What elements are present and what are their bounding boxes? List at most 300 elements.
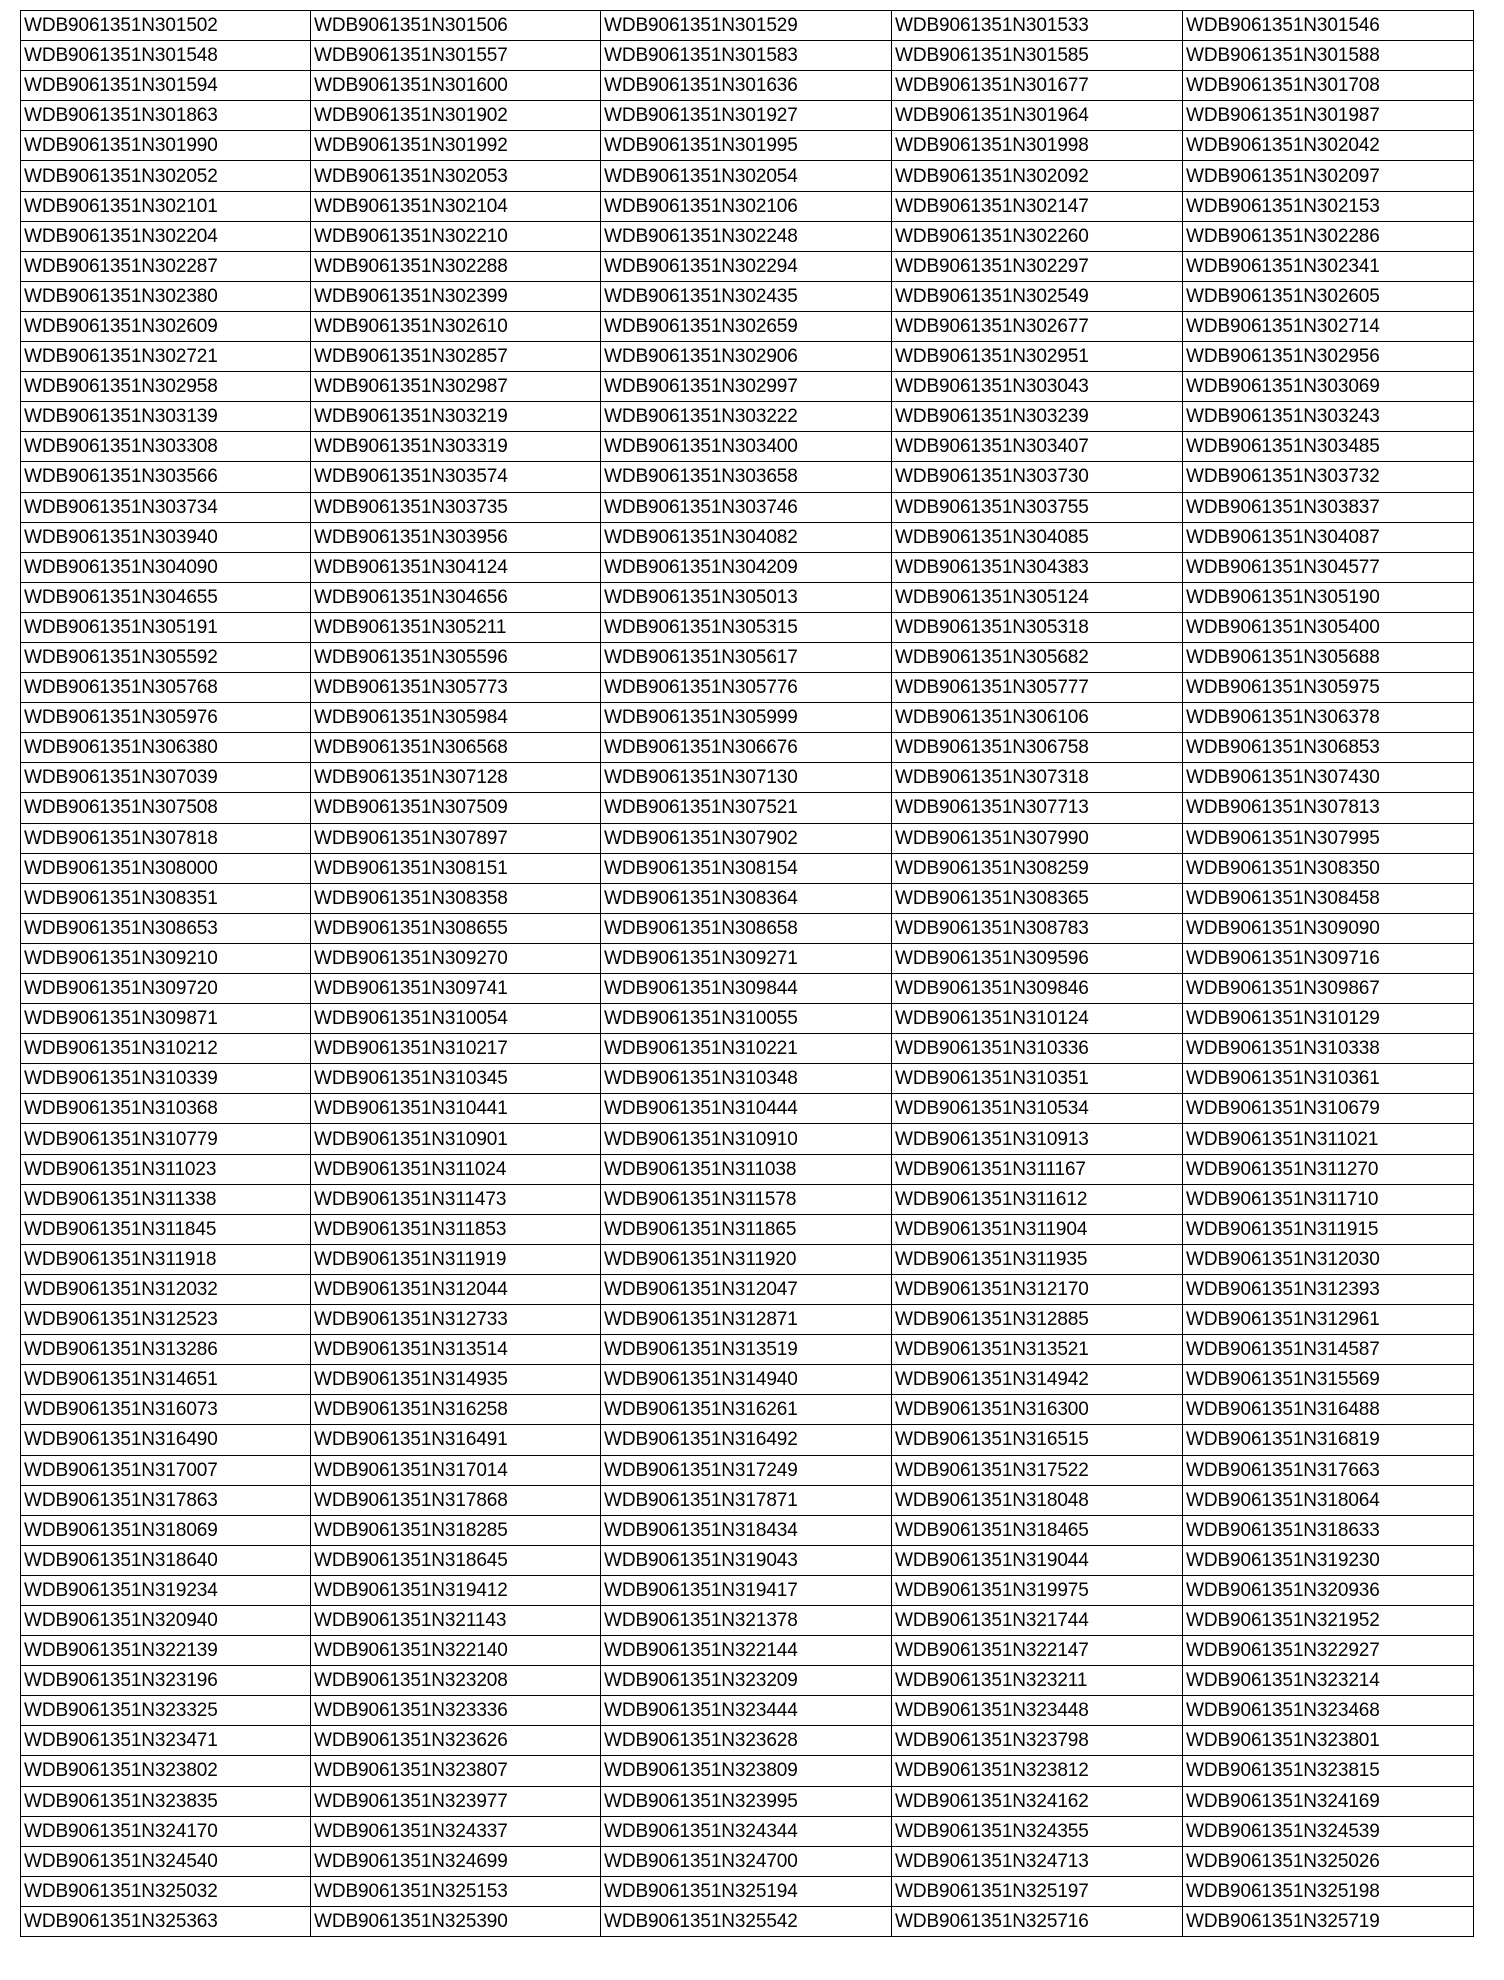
vin-cell: WDB9061351N301548 — [21, 41, 311, 71]
table-row — [21, 1004, 1474, 1034]
vin-cell: WDB9061351N310345 — [311, 1064, 601, 1094]
vin-cell: WDB9061351N323807 — [311, 1756, 601, 1786]
table-row — [21, 673, 1474, 703]
vin-cell: WDB9061351N316073 — [21, 1395, 311, 1425]
table-row — [21, 1756, 1474, 1786]
vin-cell: WDB9061351N314942 — [892, 1365, 1183, 1395]
vin-cell: WDB9061351N320936 — [1183, 1575, 1474, 1605]
table-row — [21, 1455, 1474, 1485]
vin-cell: WDB9061351N311919 — [311, 1244, 601, 1274]
vin-cell: WDB9061351N301902 — [311, 101, 601, 131]
vin-cell: WDB9061351N305190 — [1183, 582, 1474, 612]
vin-cell: WDB9061351N303746 — [601, 492, 892, 522]
vin-cell: WDB9061351N301677 — [892, 71, 1183, 101]
vin-cell: WDB9061351N302987 — [311, 372, 601, 402]
vin-cell: WDB9061351N323325 — [21, 1696, 311, 1726]
vin-cell: WDB9061351N302104 — [311, 191, 601, 221]
vin-cell: WDB9061351N312961 — [1183, 1305, 1474, 1335]
vin-cell: WDB9061351N322147 — [892, 1636, 1183, 1666]
vin-cell: WDB9061351N312047 — [601, 1274, 892, 1304]
table-row — [21, 1876, 1474, 1906]
vin-cell: WDB9061351N309741 — [311, 974, 601, 1004]
vin-cell: WDB9061351N324355 — [892, 1816, 1183, 1846]
vin-cell: WDB9061351N302721 — [21, 342, 311, 372]
vin-cell: WDB9061351N302042 — [1183, 131, 1474, 161]
vin-cell: WDB9061351N324169 — [1183, 1786, 1474, 1816]
vin-cell: WDB9061351N325719 — [1183, 1906, 1474, 1936]
vin-cell: WDB9061351N314935 — [311, 1365, 601, 1395]
vin-cell: WDB9061351N311845 — [21, 1214, 311, 1244]
vin-cell: WDB9061351N303043 — [892, 372, 1183, 402]
table-row — [21, 1274, 1474, 1304]
vin-cell: WDB9061351N311473 — [311, 1184, 601, 1214]
vin-cell: WDB9061351N318640 — [21, 1545, 311, 1575]
vin-cell: WDB9061351N303658 — [601, 462, 892, 492]
vin-cell: WDB9061351N305191 — [21, 612, 311, 642]
vin-cell: WDB9061351N308000 — [21, 853, 311, 883]
table-row — [21, 1816, 1474, 1846]
vin-cell: WDB9061351N301506 — [311, 11, 601, 41]
vin-cell: WDB9061351N309720 — [21, 974, 311, 1004]
vin-cell: WDB9061351N301585 — [892, 41, 1183, 71]
vin-cell: WDB9061351N310129 — [1183, 1004, 1474, 1034]
vin-cell: WDB9061351N302097 — [1183, 161, 1474, 191]
table-row — [21, 703, 1474, 733]
vin-cell: WDB9061351N325390 — [311, 1906, 601, 1936]
table-row — [21, 1696, 1474, 1726]
table-row — [21, 1244, 1474, 1274]
table-row — [21, 913, 1474, 943]
vin-cell: WDB9061351N303485 — [1183, 432, 1474, 462]
vin-cell: WDB9061351N310338 — [1183, 1034, 1474, 1064]
vin-cell: WDB9061351N310217 — [311, 1034, 601, 1064]
table-row — [21, 11, 1474, 41]
vin-cell: WDB9061351N302906 — [601, 342, 892, 372]
vin-cell: WDB9061351N316491 — [311, 1425, 601, 1455]
vin-cell: WDB9061351N305400 — [1183, 612, 1474, 642]
table-row — [21, 492, 1474, 522]
table-row — [21, 582, 1474, 612]
vin-cell: WDB9061351N302106 — [601, 191, 892, 221]
vin-cell: WDB9061351N323835 — [21, 1786, 311, 1816]
vin-cell: WDB9061351N305768 — [21, 673, 311, 703]
vin-cell: WDB9061351N310212 — [21, 1034, 311, 1064]
vin-cell: WDB9061351N307897 — [311, 823, 601, 853]
table-row — [21, 311, 1474, 341]
table-row — [21, 372, 1474, 402]
vin-cell: WDB9061351N325198 — [1183, 1876, 1474, 1906]
vin-cell: WDB9061351N306380 — [21, 733, 311, 763]
vin-cell: WDB9061351N325194 — [601, 1876, 892, 1906]
vin-cell: WDB9061351N304082 — [601, 522, 892, 552]
vin-cell: WDB9061351N302101 — [21, 191, 311, 221]
vin-cell: WDB9061351N313519 — [601, 1335, 892, 1365]
table-row — [21, 522, 1474, 552]
vin-cell: WDB9061351N308364 — [601, 883, 892, 913]
vin-cell: WDB9061351N308365 — [892, 883, 1183, 913]
vin-cell: WDB9061351N317863 — [21, 1485, 311, 1515]
vin-cell: WDB9061351N319044 — [892, 1545, 1183, 1575]
vin-cell: WDB9061351N310534 — [892, 1094, 1183, 1124]
vin-cell: WDB9061351N312393 — [1183, 1274, 1474, 1304]
vin-cell: WDB9061351N319234 — [21, 1575, 311, 1605]
vin-cell: WDB9061351N321378 — [601, 1605, 892, 1635]
vin-cell: WDB9061351N305776 — [601, 673, 892, 703]
table-row — [21, 1636, 1474, 1666]
vin-cell: WDB9061351N302380 — [21, 281, 311, 311]
vin-cell: WDB9061351N324170 — [21, 1816, 311, 1846]
table-row — [21, 1214, 1474, 1244]
vin-cell: WDB9061351N311904 — [892, 1214, 1183, 1244]
vin-cell: WDB9061351N311915 — [1183, 1214, 1474, 1244]
vin-cell: WDB9061351N317007 — [21, 1455, 311, 1485]
vin-cell: WDB9061351N301998 — [892, 131, 1183, 161]
vin-cell: WDB9061351N301588 — [1183, 41, 1474, 71]
vin-cell: WDB9061351N307430 — [1183, 763, 1474, 793]
vin-cell: WDB9061351N310055 — [601, 1004, 892, 1034]
vin-cell: WDB9061351N314940 — [601, 1365, 892, 1395]
vin-cell: WDB9061351N308358 — [311, 883, 601, 913]
vin-cell: WDB9061351N313514 — [311, 1335, 601, 1365]
vin-cell: WDB9061351N301992 — [311, 131, 601, 161]
vin-cell: WDB9061351N318064 — [1183, 1485, 1474, 1515]
vin-cell: WDB9061351N323444 — [601, 1696, 892, 1726]
vin-cell: WDB9061351N301990 — [21, 131, 311, 161]
vin-cell: WDB9061351N302714 — [1183, 311, 1474, 341]
vin-cell: WDB9061351N305773 — [311, 673, 601, 703]
table-row — [21, 41, 1474, 71]
vin-cell: WDB9061351N322144 — [601, 1636, 892, 1666]
table-row — [21, 1666, 1474, 1696]
vin-cell: WDB9061351N316492 — [601, 1425, 892, 1455]
vin-cell: WDB9061351N302951 — [892, 342, 1183, 372]
vin-cell: WDB9061351N317249 — [601, 1455, 892, 1485]
vin-cell: WDB9061351N323448 — [892, 1696, 1183, 1726]
vin-cell: WDB9061351N304577 — [1183, 552, 1474, 582]
vin-cell: WDB9061351N306378 — [1183, 703, 1474, 733]
vin-cell: WDB9061351N311578 — [601, 1184, 892, 1214]
vin-cell: WDB9061351N323211 — [892, 1666, 1183, 1696]
vin-cell: WDB9061351N304656 — [311, 582, 601, 612]
vin-cell: WDB9061351N311167 — [892, 1154, 1183, 1184]
vin-cell: WDB9061351N307318 — [892, 763, 1183, 793]
vin-cell: WDB9061351N303319 — [311, 432, 601, 462]
vin-cell: WDB9061351N323628 — [601, 1726, 892, 1756]
vin-cell: WDB9061351N303574 — [311, 462, 601, 492]
vin-cell: WDB9061351N303069 — [1183, 372, 1474, 402]
vin-cell: WDB9061351N302054 — [601, 161, 892, 191]
vin-cell: WDB9061351N304209 — [601, 552, 892, 582]
vin-cell: WDB9061351N324699 — [311, 1846, 601, 1876]
vin-cell: WDB9061351N325363 — [21, 1906, 311, 1936]
table-row — [21, 1786, 1474, 1816]
vin-cell: WDB9061351N302147 — [892, 191, 1183, 221]
vin-cell: WDB9061351N311612 — [892, 1184, 1183, 1214]
vin-cell: WDB9061351N309090 — [1183, 913, 1474, 943]
vin-cell: WDB9061351N307521 — [601, 793, 892, 823]
vin-cell: WDB9061351N310351 — [892, 1064, 1183, 1094]
vin-cell: WDB9061351N302609 — [21, 311, 311, 341]
vin-cell: WDB9061351N311710 — [1183, 1184, 1474, 1214]
table-row — [21, 1064, 1474, 1094]
vin-cell: WDB9061351N303308 — [21, 432, 311, 462]
vin-cell: WDB9061351N305688 — [1183, 642, 1474, 672]
vin-cell: WDB9061351N319417 — [601, 1575, 892, 1605]
vin-cell: WDB9061351N323812 — [892, 1756, 1183, 1786]
table-row — [21, 1605, 1474, 1635]
table-row — [21, 1335, 1474, 1365]
vin-cell: WDB9061351N323471 — [21, 1726, 311, 1756]
vin-cell: WDB9061351N305777 — [892, 673, 1183, 703]
table-row — [21, 432, 1474, 462]
vin-cell: WDB9061351N316258 — [311, 1395, 601, 1425]
vin-cell: WDB9061351N312044 — [311, 1274, 601, 1304]
vin-cell: WDB9061351N302659 — [601, 311, 892, 341]
vin-cell: WDB9061351N308154 — [601, 853, 892, 883]
vin-cell: WDB9061351N312885 — [892, 1305, 1183, 1335]
vin-cell: WDB9061351N321143 — [311, 1605, 601, 1635]
vin-cell: WDB9061351N323815 — [1183, 1756, 1474, 1786]
vin-cell: WDB9061351N323336 — [311, 1696, 601, 1726]
vin-cell: WDB9061351N311935 — [892, 1244, 1183, 1274]
vin-cell: WDB9061351N302956 — [1183, 342, 1474, 372]
table-row — [21, 191, 1474, 221]
vin-cell: WDB9061351N306568 — [311, 733, 601, 763]
vin-cell: WDB9061351N301927 — [601, 101, 892, 131]
vin-cell: WDB9061351N305596 — [311, 642, 601, 672]
vin-cell: WDB9061351N307990 — [892, 823, 1183, 853]
table-row — [21, 1395, 1474, 1425]
vin-cell: WDB9061351N307130 — [601, 763, 892, 793]
vin-cell: WDB9061351N316261 — [601, 1395, 892, 1425]
vin-cell: WDB9061351N309846 — [892, 974, 1183, 1004]
vin-cell: WDB9061351N312733 — [311, 1305, 601, 1335]
vin-cell: WDB9061351N310441 — [311, 1094, 601, 1124]
vin-cell: WDB9061351N305318 — [892, 612, 1183, 642]
vin-cell: WDB9061351N303940 — [21, 522, 311, 552]
vin-cell: WDB9061351N301636 — [601, 71, 892, 101]
vin-cell: WDB9061351N305617 — [601, 642, 892, 672]
vin-cell: WDB9061351N317663 — [1183, 1455, 1474, 1485]
table-row — [21, 1305, 1474, 1335]
vin-cell: WDB9061351N310361 — [1183, 1064, 1474, 1094]
table-row — [21, 71, 1474, 101]
vin-cell: WDB9061351N301594 — [21, 71, 311, 101]
vin-cell: WDB9061351N307508 — [21, 793, 311, 823]
table-row — [21, 793, 1474, 823]
vin-table — [20, 10, 1474, 1937]
table-row — [21, 1545, 1474, 1575]
table-row — [21, 1515, 1474, 1545]
vin-cell: WDB9061351N321952 — [1183, 1605, 1474, 1635]
vin-cell: WDB9061351N323809 — [601, 1756, 892, 1786]
vin-cell: WDB9061351N313521 — [892, 1335, 1183, 1365]
vin-cell: WDB9061351N310124 — [892, 1004, 1183, 1034]
table-row — [21, 402, 1474, 432]
vin-cell: WDB9061351N309867 — [1183, 974, 1474, 1004]
vin-cell: WDB9061351N307509 — [311, 793, 601, 823]
vin-cell: WDB9061351N302288 — [311, 251, 601, 281]
vin-cell: WDB9061351N303730 — [892, 462, 1183, 492]
vin-cell: WDB9061351N303407 — [892, 432, 1183, 462]
vin-cell: WDB9061351N310336 — [892, 1034, 1183, 1064]
table-row — [21, 221, 1474, 251]
vin-cell: WDB9061351N302092 — [892, 161, 1183, 191]
table-row — [21, 943, 1474, 973]
vin-cell: WDB9061351N325197 — [892, 1876, 1183, 1906]
vin-cell: WDB9061351N309210 — [21, 943, 311, 973]
table-row — [21, 1485, 1474, 1515]
vin-cell: WDB9061351N305592 — [21, 642, 311, 672]
vin-cell: WDB9061351N302297 — [892, 251, 1183, 281]
vin-cell: WDB9061351N304090 — [21, 552, 311, 582]
vin-cell: WDB9061351N318434 — [601, 1515, 892, 1545]
vin-cell: WDB9061351N303139 — [21, 402, 311, 432]
vin-cell: WDB9061351N306676 — [601, 733, 892, 763]
vin-cell: WDB9061351N325026 — [1183, 1846, 1474, 1876]
vin-cell: WDB9061351N317014 — [311, 1455, 601, 1485]
vin-cell: WDB9061351N317871 — [601, 1485, 892, 1515]
table-row — [21, 763, 1474, 793]
vin-cell: WDB9061351N301583 — [601, 41, 892, 71]
vin-cell: WDB9061351N319043 — [601, 1545, 892, 1575]
vin-cell: WDB9061351N301546 — [1183, 11, 1474, 41]
table-row — [21, 1575, 1474, 1605]
vin-cell: WDB9061351N318465 — [892, 1515, 1183, 1545]
vin-cell: WDB9061351N308658 — [601, 913, 892, 943]
table-row — [21, 1154, 1474, 1184]
vin-cell: WDB9061351N303243 — [1183, 402, 1474, 432]
vin-cell: WDB9061351N304655 — [21, 582, 311, 612]
table-row — [21, 1846, 1474, 1876]
vin-cell: WDB9061351N305013 — [601, 582, 892, 612]
vin-cell: WDB9061351N309271 — [601, 943, 892, 973]
vin-cell: WDB9061351N311021 — [1183, 1124, 1474, 1154]
vin-cell: WDB9061351N323977 — [311, 1786, 601, 1816]
vin-cell: WDB9061351N302286 — [1183, 221, 1474, 251]
vin-cell: WDB9061351N303222 — [601, 402, 892, 432]
vin-cell: WDB9061351N323468 — [1183, 1696, 1474, 1726]
vin-cell: WDB9061351N308351 — [21, 883, 311, 913]
vin-cell: WDB9061351N303239 — [892, 402, 1183, 432]
vin-cell: WDB9061351N304087 — [1183, 522, 1474, 552]
vin-cell: WDB9061351N314651 — [21, 1365, 311, 1395]
vin-cell: WDB9061351N305976 — [21, 703, 311, 733]
vin-cell: WDB9061351N302958 — [21, 372, 311, 402]
table-row — [21, 883, 1474, 913]
vin-cell: WDB9061351N303956 — [311, 522, 601, 552]
vin-cell: WDB9061351N312871 — [601, 1305, 892, 1335]
vin-cell: WDB9061351N324540 — [21, 1846, 311, 1876]
vin-cell: WDB9061351N309844 — [601, 974, 892, 1004]
vin-cell: WDB9061351N311270 — [1183, 1154, 1474, 1184]
vin-cell: WDB9061351N301533 — [892, 11, 1183, 41]
vin-cell: WDB9061351N304124 — [311, 552, 601, 582]
vin-cell: WDB9061351N319975 — [892, 1575, 1183, 1605]
vin-cell: WDB9061351N324344 — [601, 1816, 892, 1846]
vin-cell: WDB9061351N301964 — [892, 101, 1183, 131]
vin-cell: WDB9061351N305984 — [311, 703, 601, 733]
vin-cell: WDB9061351N318633 — [1183, 1515, 1474, 1545]
vin-cell: WDB9061351N303735 — [311, 492, 601, 522]
vin-cell: WDB9061351N302248 — [601, 221, 892, 251]
vin-cell: WDB9061351N311024 — [311, 1154, 601, 1184]
vin-cell: WDB9061351N325153 — [311, 1876, 601, 1906]
vin-cell: WDB9061351N310221 — [601, 1034, 892, 1064]
vin-cell: WDB9061351N305124 — [892, 582, 1183, 612]
vin-cell: WDB9061351N323196 — [21, 1666, 311, 1696]
vin-cell: WDB9061351N302435 — [601, 281, 892, 311]
vin-cell: WDB9061351N302287 — [21, 251, 311, 281]
vin-cell: WDB9061351N323802 — [21, 1756, 311, 1786]
vin-cell: WDB9061351N323801 — [1183, 1726, 1474, 1756]
vin-cell: WDB9061351N311865 — [601, 1214, 892, 1244]
vin-cell: WDB9061351N302294 — [601, 251, 892, 281]
table-row — [21, 1906, 1474, 1936]
vin-cell: WDB9061351N314587 — [1183, 1335, 1474, 1365]
vin-cell: WDB9061351N313286 — [21, 1335, 311, 1365]
vin-cell: WDB9061351N302399 — [311, 281, 601, 311]
vin-cell: WDB9061351N325716 — [892, 1906, 1183, 1936]
vin-cell: WDB9061351N302341 — [1183, 251, 1474, 281]
vin-cell: WDB9061351N310901 — [311, 1124, 601, 1154]
table-row — [21, 823, 1474, 853]
vin-cell: WDB9061351N318285 — [311, 1515, 601, 1545]
table-row — [21, 733, 1474, 763]
vin-cell: WDB9061351N324713 — [892, 1846, 1183, 1876]
vin-cell: WDB9061351N311023 — [21, 1154, 311, 1184]
vin-cell: WDB9061351N316819 — [1183, 1425, 1474, 1455]
vin-cell: WDB9061351N302210 — [311, 221, 601, 251]
vin-cell: WDB9061351N311853 — [311, 1214, 601, 1244]
vin-cell: WDB9061351N306758 — [892, 733, 1183, 763]
vin-cell: WDB9061351N319412 — [311, 1575, 601, 1605]
vin-cell: WDB9061351N303732 — [1183, 462, 1474, 492]
vin-cell: WDB9061351N311338 — [21, 1184, 311, 1214]
table-row — [21, 1365, 1474, 1395]
vin-cell: WDB9061351N309871 — [21, 1004, 311, 1034]
vin-cell: WDB9061351N308151 — [311, 853, 601, 883]
vin-table-body — [21, 11, 1474, 1937]
vin-cell: WDB9061351N307818 — [21, 823, 311, 853]
vin-cell: WDB9061351N309716 — [1183, 943, 1474, 973]
vin-cell: WDB9061351N307128 — [311, 763, 601, 793]
vin-cell: WDB9061351N303837 — [1183, 492, 1474, 522]
vin-cell: WDB9061351N310910 — [601, 1124, 892, 1154]
vin-cell: WDB9061351N324337 — [311, 1816, 601, 1846]
vin-cell: WDB9061351N308783 — [892, 913, 1183, 943]
vin-cell: WDB9061351N323626 — [311, 1726, 601, 1756]
vin-cell: WDB9061351N324700 — [601, 1846, 892, 1876]
vin-cell: WDB9061351N316488 — [1183, 1395, 1474, 1425]
vin-cell: WDB9061351N302053 — [311, 161, 601, 191]
vin-cell: WDB9061351N302610 — [311, 311, 601, 341]
vin-cell: WDB9061351N302677 — [892, 311, 1183, 341]
vin-cell: WDB9061351N322927 — [1183, 1636, 1474, 1666]
vin-cell: WDB9061351N315569 — [1183, 1365, 1474, 1395]
vin-cell: WDB9061351N318645 — [311, 1545, 601, 1575]
vin-cell: WDB9061351N306853 — [1183, 733, 1474, 763]
vin-cell: WDB9061351N308655 — [311, 913, 601, 943]
vin-cell: WDB9061351N307039 — [21, 763, 311, 793]
vin-cell: WDB9061351N325032 — [21, 1876, 311, 1906]
vin-cell: WDB9061351N323214 — [1183, 1666, 1474, 1696]
vin-cell: WDB9061351N303566 — [21, 462, 311, 492]
vin-cell: WDB9061351N311038 — [601, 1154, 892, 1184]
vin-cell: WDB9061351N311920 — [601, 1244, 892, 1274]
table-row — [21, 251, 1474, 281]
vin-cell: WDB9061351N316300 — [892, 1395, 1183, 1425]
